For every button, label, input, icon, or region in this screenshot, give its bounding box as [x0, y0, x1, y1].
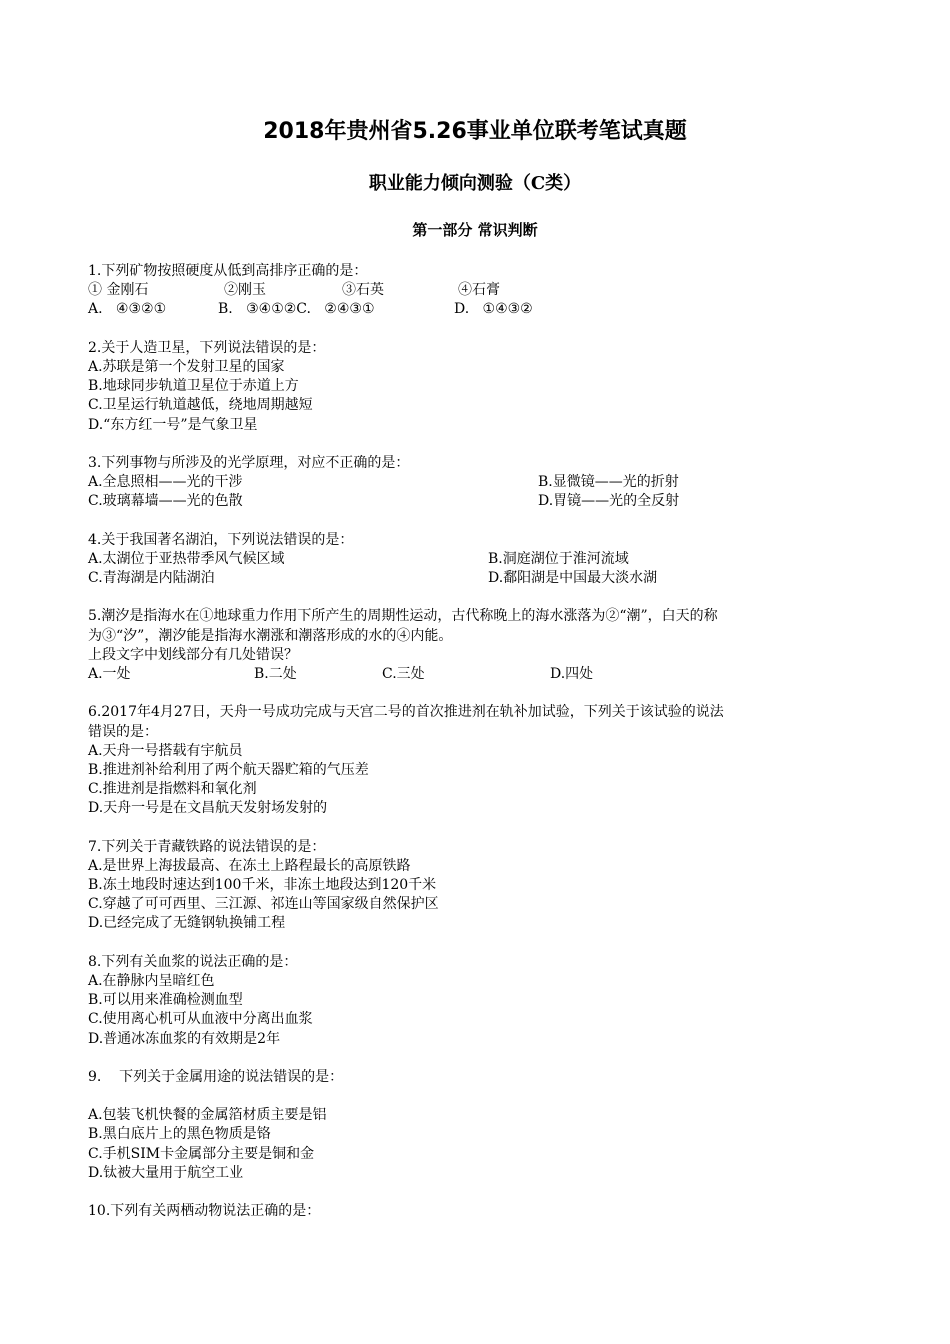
option-b: B.二处 — [254, 665, 297, 682]
question-2-option-a: A.苏联是第一个发射卫星的国家 — [88, 358, 285, 375]
question-7-stem: 7.下列关于青藏铁路的说法错误的是： — [88, 838, 326, 855]
question-10-stem: 10.下列有关两栖动物说法正确的是： — [88, 1203, 321, 1220]
question-6-stem-line-1: 6.2017年4月27日，天舟一号成功完成与天宫二号的首次推进剂在轨补加试验，下列关于该试验的说法 — [88, 704, 724, 721]
question-1-options — [88, 300, 868, 319]
question-9-option-a: A.包装飞机快餐的金属箔材质主要是铝 — [88, 1107, 327, 1124]
item-4: ④石膏 — [458, 282, 500, 299]
question-4-options-row-2 — [88, 569, 868, 588]
question-9-option-b: B.黑白底片上的黑色物质是铬 — [88, 1126, 271, 1143]
question-8-option-b: B.可以用来准确检测血型 — [88, 992, 243, 1009]
question-1-stem: 1.下列矿物按照硬度从低到高排序正确的是： — [88, 263, 368, 279]
option-b: B.洞庭湖位于淮河流域 — [488, 550, 629, 567]
question-9-stem: 9. 下列关于金属用途的说法错误的是： — [88, 1068, 344, 1085]
question-7-option-d: D.已经完成了无缝钢轨换铺工程 — [88, 915, 286, 932]
option-a: A.一处 — [88, 665, 131, 682]
option-a: A.太湖位于亚热带季风气候区域 — [88, 550, 285, 567]
option-d: D.鄱阳湖是中国最大淡水湖 — [488, 570, 658, 586]
question-8-stem: 8.下列有关血浆的说法正确的是： — [88, 953, 298, 970]
question-2-option-d: D.“东方红一号”是气象卫星 — [88, 416, 258, 433]
question-6-option-a: A.天舟一号搭载有宇航员 — [88, 742, 243, 759]
option-c: C.青海湖是内陆湖泊 — [88, 570, 215, 586]
question-2-option-b: B.地球同步轨道卫星位于赤道上方 — [88, 378, 299, 395]
question-7-option-b: B.冻土地段时速达到100千米，非冻土地段达到120千米 — [88, 877, 437, 893]
option-d: D.四处 — [550, 665, 594, 682]
question-5-stem-line-2: 为③“汐”，潮汐能是指海水潮涨和潮落形成的水的④内能。 — [88, 627, 453, 644]
question-9-option-c: C.手机SIM卡金属部分主要是铜和金 — [88, 1145, 315, 1162]
section-heading: 第一部分 常识判断 — [412, 221, 538, 239]
question-3-stem: 3.下列事物与所涉及的光学原理，对应不正确的是： — [88, 454, 410, 471]
question-5-options — [88, 665, 868, 684]
item-3: ③石英 — [342, 282, 384, 299]
question-4-stem: 4.关于我国著名湖泊，下列说法错误的是： — [88, 531, 354, 548]
option-b: B.显微镜——光的折射 — [538, 474, 679, 491]
option-a: A. ④③②① — [88, 301, 167, 318]
question-6-option-b: B.推进剂补给利用了两个航天器贮箱的气压差 — [88, 761, 369, 778]
question-4-options-row-1 — [88, 550, 868, 569]
question-3-options-row-1 — [88, 473, 868, 492]
option-b-c: B. ③④①②C. ②④③① — [218, 301, 375, 318]
item-2: ②刚玉 — [224, 282, 266, 299]
question-2-option-c: C.卫星运行轨道越低，绕地周期越短 — [88, 397, 313, 414]
option-a: A.全息照相——光的干涉 — [88, 474, 243, 491]
option-d: D.胃镜——光的全反射 — [538, 493, 680, 510]
item-1: ① 金刚石 — [88, 282, 149, 299]
question-list — [88, 262, 868, 1221]
document-subtitle: 职业能力倾向测验（C类） — [368, 173, 582, 194]
option-c: C.三处 — [382, 665, 425, 682]
question-3-options-row-2 — [88, 492, 868, 511]
question-7-option-a: A.是世界上海拔最高、在冻土上路程最长的高原铁路 — [88, 857, 411, 874]
question-8-option-a: A.在静脉内呈暗红色 — [88, 972, 215, 989]
question-6-option-d: D.天舟一号是在文昌航天发射场发射的 — [88, 800, 328, 817]
question-2-stem: 2.关于人造卫星，下列说法错误的是： — [88, 339, 326, 356]
question-8-option-c: C.使用离心机可从血液中分离出血浆 — [88, 1011, 313, 1028]
option-d: D. ①④③② — [454, 301, 533, 318]
option-c: C.玻璃幕墙——光的色散 — [88, 493, 243, 510]
question-7-option-c: C.穿越了可可西里、三江源、祁连山等国家级自然保护区 — [88, 896, 439, 913]
question-5-stem-line-3: 上段文字中划线部分有几处错误？ — [88, 646, 298, 663]
document-title: 2018年贵州省5.26事业单位联考笔试真题 — [263, 119, 687, 144]
question-8-option-d: D.普通冰冻血浆的有效期是2年 — [88, 1030, 281, 1047]
question-6-stem-line-2: 错误的是： — [88, 723, 158, 740]
question-5-stem-line-1: 5.潮汐是指海水在①地球重力作用下所产生的周期性运动，古代称晚上的海水涨落为②“潮”，白天的称 — [88, 608, 718, 625]
question-1-items — [88, 281, 868, 300]
question-6-option-c: C.推进剂是指燃料和氧化剂 — [88, 781, 257, 798]
question-9-option-d: D.钛被大量用于航空工业 — [88, 1164, 244, 1181]
